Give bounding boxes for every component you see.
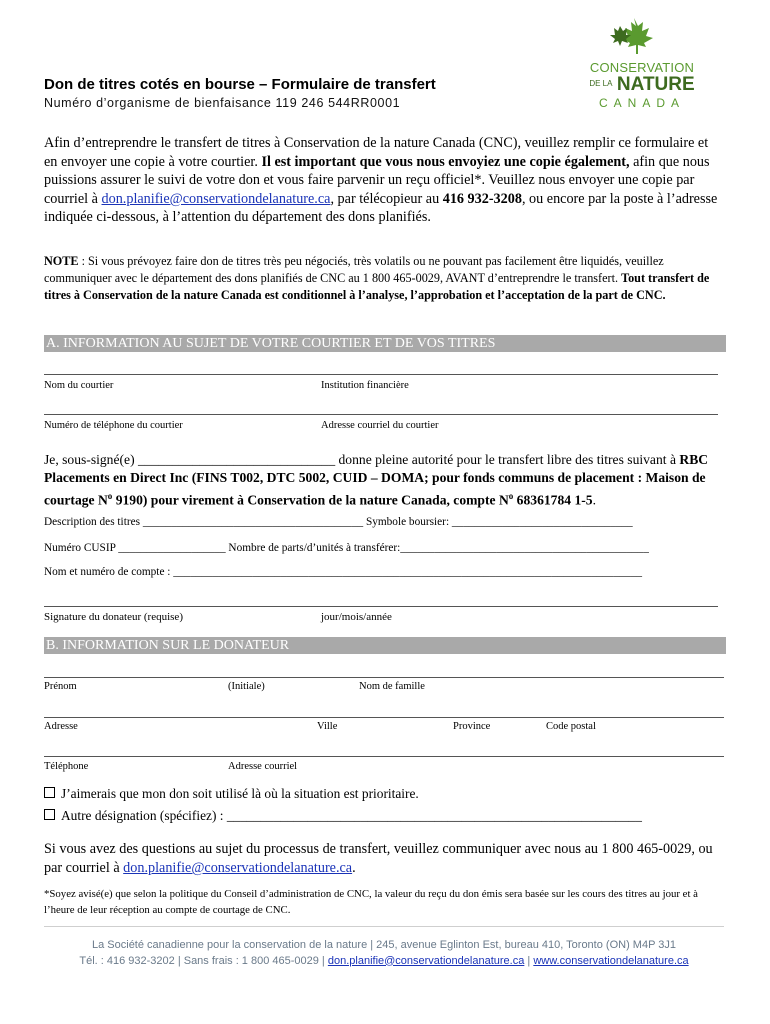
signature-label: Signature du donateur (requise) (44, 611, 183, 623)
logo-line-2-prefix: DE LA (589, 79, 613, 88)
note-text: : Si vous prévoyez faire don de titres très peu négociés, très volatils ou ne pouvant pas facilement être liquidés, veuillez communiquer avec le département des dons planifiés de CNC au 1 800 465-0029, AVANT d’entreprendre le transfert. (44, 254, 664, 285)
address-line[interactable] (44, 717, 724, 718)
broker-name-label: Nom du courtier (44, 380, 114, 391)
form-title: Don de titres cotés en bourse – Formulaire de transfert (44, 76, 436, 93)
initial-label: (Initiale) (228, 681, 265, 692)
priority-checkbox[interactable] (44, 787, 55, 798)
contact-text: Si vous avez des questions au sujet du processus de transfert, veuillez communiquer avec nous au 1 800 465-0029, ou par courriel à (44, 841, 713, 876)
postal-code-label: Code postal (546, 721, 596, 732)
footer-contact-line (44, 954, 724, 970)
footer-email-link[interactable]: don.planifie@conservationdelanature.ca (327, 954, 525, 967)
priority-option-label: J’aimerais que mon don soit utilisé là où la situation est prioritaire. (61, 786, 419, 801)
last-name-label: Nom de famille (359, 681, 425, 692)
intro-text-4: , ou encore par la poste à l’adresse indiquée ci-dessous, à l’attention du département des dons planifiés. (44, 190, 718, 226)
footer-divider (44, 926, 724, 927)
auth-bold-1: RBC Placements en Direct Inc (FINS T002, DTC 5002, CUID – DOMA; pour fonds communs de placement : Maison de courtage N (44, 452, 709, 508)
auth-bold-2: 9190) pour virement à Conservation de la nature Canada, compte N (112, 492, 509, 508)
other-designation-checkbox[interactable] (44, 809, 55, 820)
intro-bold-1: Il est important que vous nous envoyiez une copie également, (261, 153, 630, 170)
other-designation-label[interactable]: Autre désignation (spécifiez) : ______________________________________________________________ (61, 808, 642, 823)
securities-description-field[interactable]: Description des titres _______________________________________ Symbole boursier: ________________________________ (44, 516, 633, 528)
broker-phone-line[interactable] (44, 414, 718, 415)
first-name-label: Prénom (44, 681, 77, 692)
section-a-heading: A. INFORMATION AU SUJET DE VOTRE COURTIER ET DE VOS TITRES (44, 335, 726, 352)
city-label: Ville (317, 721, 338, 732)
note-paragraph (44, 253, 724, 304)
logo-line-3: CANADA (598, 96, 685, 110)
contact-text-end: . (352, 860, 356, 876)
section-b-heading: B. INFORMATION SUR LE DONATEUR (44, 637, 726, 654)
footer-website-link[interactable]: www.conservationdelanature.ca (533, 954, 689, 967)
footer (44, 938, 724, 969)
broker-phone-label: Numéro de téléphone du courtier (44, 420, 183, 431)
footer-address: La Société canadienne pour la conservation de la nature | 245, avenue Eglinton Est, bureau 410, Toronto (ON) M4P 3J1 (92, 939, 676, 951)
contact-email-link[interactable]: don.planifie@conservationdelanature.ca (123, 860, 353, 876)
signature-line[interactable] (44, 606, 718, 607)
cusip-field[interactable]: Numéro CUSIP ___________________ Nombre de parts/d’unités à transférer:____________________________________________ (44, 542, 649, 554)
intro-paragraph (44, 134, 724, 227)
email-label: Adresse courriel (228, 761, 298, 772)
address-label: Adresse (44, 721, 78, 732)
note-label: NOTE (44, 254, 79, 268)
footnote: *Soyez avisé(e) que selon la politique du Conseil d’administration de CNC, la valeur du reçu du don émis sera basée sur les cours des titres au jour et à l’heure de leur réception au compte de courtage de CNC. (44, 888, 698, 916)
footer-separator: | (524, 954, 534, 967)
priority-option (44, 786, 419, 802)
intro-email-link[interactable]: don.planifie@conservationdelanature.ca (101, 190, 331, 207)
intro-text-3: , par télécopieur au (330, 190, 443, 207)
authorization-paragraph (44, 451, 724, 510)
logo-line-2-word: NATURE (616, 74, 695, 95)
logo-line-2 (586, 74, 698, 96)
intro-fax-number: 416 932-3208 (442, 190, 522, 207)
date-label: jour/mois/année (321, 611, 392, 623)
auth-bold-3: 68361784 1-5 (513, 492, 593, 508)
registration-number: Numéro d’organisme de bienfaisance 119 246 544RR0001 (44, 96, 401, 110)
broker-email-label: Adresse courriel du courtier (321, 420, 439, 431)
auth-sup-2: o (508, 491, 514, 501)
logo-line-1: CONSERVATION (589, 60, 695, 75)
note-bold-text: Tout transfert de titres à Conservation de la nature Canada est conditionnel à l’analyse, l’approbation et l’acceptation de la part de CNC. (44, 271, 710, 302)
name-line[interactable] (44, 677, 724, 678)
contact-line[interactable] (44, 756, 724, 757)
phone-label: Téléphone (44, 761, 89, 772)
auth-text-start: Je, sous-signé(e) _____________________________ donne pleine autorité pour le transfert libre des titres suivant à (44, 452, 680, 467)
organization-logo (586, 16, 698, 112)
account-field[interactable]: Nom et numéro de compte : ___________________________________________________________________________________ (44, 566, 643, 578)
intro-text-1: Afin d’entreprendre le transfert de titres à Conservation de la nature Canada (CNC), veuillez remplir ce formulaire et en envoyer une copie à votre courtier. (44, 135, 709, 170)
intro-text-2: afin que nous puissions assurer le suivi de votre don et vous faire parvenir un reçu officiel*. Veuillez nous envoyer une copie par courriel à (44, 153, 710, 207)
footer-phone-text: Tél. : 416 932-3202 | Sans frais : 1 800 465-0029 | (79, 954, 328, 967)
auth-sup-1: o (107, 491, 113, 501)
other-designation-option (44, 808, 642, 824)
contact-paragraph (44, 840, 724, 878)
institution-label: Institution financière (321, 380, 409, 391)
auth-text-end: . (592, 492, 596, 508)
broker-name-line[interactable] (44, 374, 718, 375)
province-label: Province (453, 721, 491, 732)
